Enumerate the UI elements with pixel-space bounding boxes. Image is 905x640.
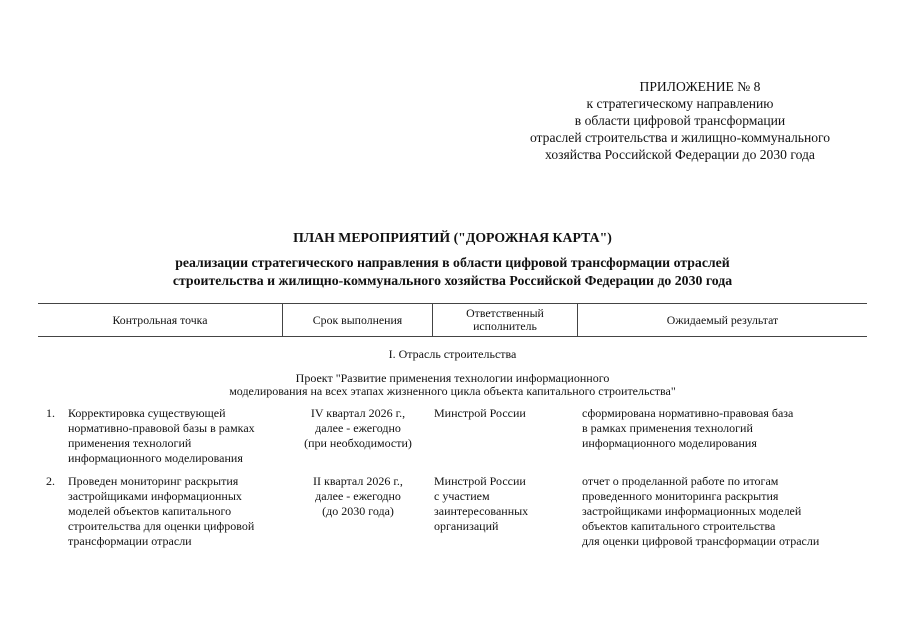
text-line: застройщиками информационных моделей [582,504,802,518]
row-executor [434,474,574,534]
text-line: (при необходимости) [304,436,412,450]
project-title-line: Проект "Развитие применения технологии информационного [295,371,610,385]
text-line: моделей объектов капитального [68,504,232,518]
section-title: I. Отрасль строительства [388,347,517,361]
text-line: Минстрой России [434,474,526,488]
text-line: Минстрой России [434,406,526,420]
project-title-line: моделирования на всех этапах жизненного цикла объекта капитального строительства" [229,384,676,398]
table-row [38,406,867,466]
text-line: информационного моделирования [582,436,757,450]
text-line: с участием [434,489,490,503]
header-result: Ожидаемый результат [666,312,779,327]
text-line: II квартал 2026 г., [313,474,403,488]
table-header [38,303,867,337]
row-result [582,474,862,549]
text-line: в рамках применения технологий [582,421,753,435]
text-line: (до 2030 года) [322,504,394,518]
row-number: 1. [46,406,55,420]
header-checkpoint: Контрольная точка [38,304,283,336]
appendix-line: отраслей строительства и жилищно-коммунального [529,130,831,145]
text-line: далее - ежегодно [315,421,401,435]
header-executor-line: Ответственный [466,306,544,320]
header-executor-line: исполнитель [473,319,537,333]
text-line: IV квартал 2026 г., [310,406,406,420]
row-checkpoint [68,474,278,549]
row-number: 2. [46,474,55,488]
appendix-line: в области цифровой трансформации [574,113,786,128]
plan-title: ПЛАН МЕРОПРИЯТИЙ ("ДОРОЖНАЯ КАРТА") [293,230,612,245]
table-row [38,474,867,550]
text-line: применения технологий [68,436,192,450]
row-executor [434,406,574,421]
text-line: информационного моделирования [68,451,243,465]
text-line: для оценки цифровой трансформации отрасли [582,534,820,548]
appendix-header [500,78,860,163]
text-line: отчет о проделанной работе по итогам [582,474,779,488]
project-title [0,372,905,398]
text-line: проведенного мониторинга раскрытия [582,489,779,503]
row-checkpoint [68,406,278,466]
header-executor [433,304,578,336]
text-line: Проведен мониторинг раскрытия [68,474,239,488]
text-line: Корректировка существующей [68,406,226,420]
row-deadline [283,474,433,519]
row-result [582,406,862,451]
plan-subtitle-line: строительства и жилищно-коммунального хозяйства Российской Федерации до 2030 года [172,273,733,288]
appendix-line: к стратегическому направлению [586,96,774,111]
text-line: заинтересованных [434,504,529,518]
text-line: организаций [434,519,499,533]
text-line: трансформации отрасли [68,534,192,548]
appendix-line: хозяйства Российской Федерации до 2030 года [545,147,815,162]
plan-subtitle [0,254,905,290]
text-line: далее - ежегодно [315,489,401,503]
text-line: сформирована нормативно-правовая база [582,406,794,420]
header-deadline: Срок выполнения [283,304,433,336]
text-line: застройщиками информационных [68,489,242,503]
row-deadline [283,406,433,451]
plan-subtitle-line: реализации стратегического направления в области цифровой трансформации отраслей [175,255,730,270]
text-line: строительства для оценки цифровой [68,519,255,533]
text-line: объектов капитального строительства [582,519,776,533]
text-line: нормативно-правовой базы в рамках [68,421,255,435]
appendix-title: ПРИЛОЖЕНИЕ № 8 [639,79,761,94]
